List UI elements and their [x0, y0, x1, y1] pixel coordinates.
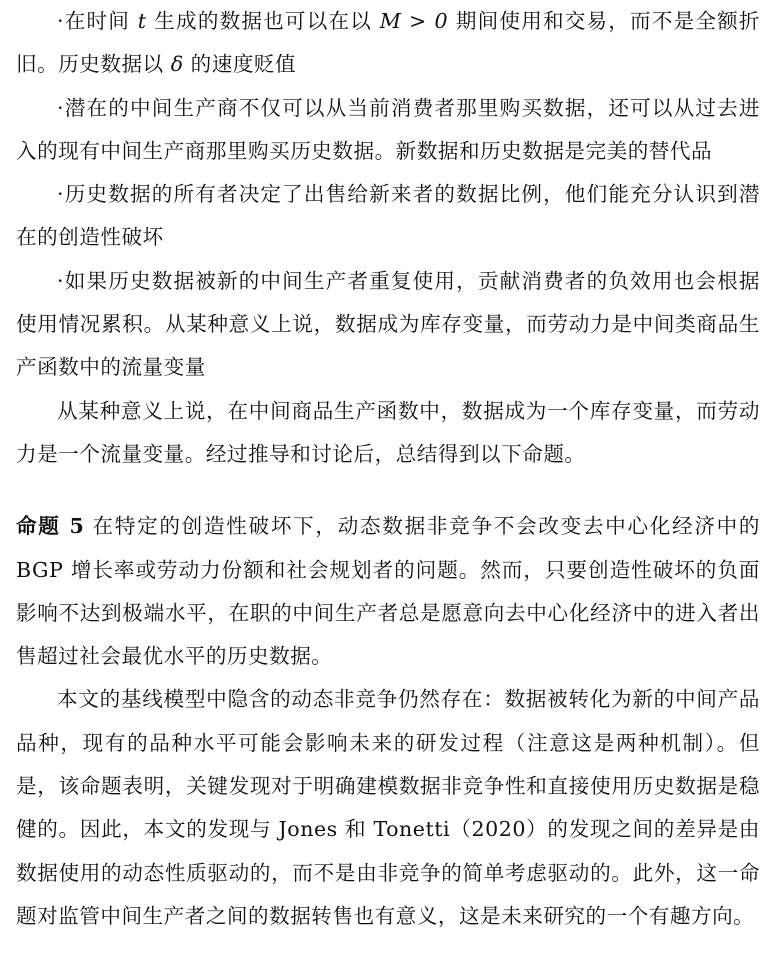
- bullet-data-owner-decision: ·历史数据的所有者决定了出售给新来者的数据比例，他们能充分认识到潜在的创造性破坏: [16, 182, 760, 250]
- bullet-1-text-b: 生成的数据也可以在以: [146, 9, 380, 33]
- bullet-1-text-d: 的速度贬值: [183, 52, 297, 77]
- bullet-data-reuse-disutility: ·如果历史数据被新的中间生产者重复使用，贡献消费者的负效用也会根据使用情况累积。从某种意义上说，数据成为库存变量，而劳动力是中间类商品生产函数中的流量变量: [16, 268, 760, 380]
- bullet-historical-data-purchase: ·潜在的中间生产商不仅可以从当前消费者那里购买数据，还可以从过去进入的现有中间生产商那里购买历史数据。新数据和历史数据是完美的替代品: [16, 95, 760, 163]
- proposition-text: 在特定的创造性破坏下，动态数据非竞争不会改变去中心化经济中的 BGP 增长率或劳动力份额和社会规划者的问题。然而，只要创造性破坏的负面影响不达到极端水平，在职的中间生产者总是愿意向去中心化经济中的进入者出售超过社会最优水平的历史数据。: [16, 514, 761, 669]
- summary-paragraph: 从某种意义上说，在中间商品生产函数中，数据成为一个库存变量，而劳动力是一个流量变量。经过推导和讨论后，总结得到以下命题。: [16, 398, 760, 466]
- closing-paragraph: 本文的基线模型中隐含的动态非竞争仍然存在：数据被转化为新的中间产品品种，现有的品种水平可能会影响未来的研发过程（注意这是两种机制）。但是，该命题表明，关键发现对于明确建模数据非竞争性和直接使用历史数据是稳健的。因此，本文的发现与 Jones 和 Tonetti（2020）的发现之间的差异是由数据使用的动态性质驱动的，而不是由非竞争的简单考虑驱动的。此外，这一命题对监管中间生产者之间的数据转售也有意义，这是未来研究的一个有趣方向。: [16, 687, 760, 928]
- bullet-1-text-c: 期间使用和交易，而不是全额折旧。历史数据以: [16, 9, 761, 77]
- proposition-label: 命题 5: [16, 514, 85, 539]
- document-page: [16, 0, 760, 938]
- proposition-5: [16, 505, 760, 678]
- math-var-t: t: [137, 9, 147, 33]
- math-var-m: M > 0: [379, 9, 449, 33]
- bullet-data-depreciation: [16, 0, 760, 87]
- math-var-delta: δ: [170, 52, 184, 77]
- bullet-1-text-a: ·在时间: [57, 9, 138, 33]
